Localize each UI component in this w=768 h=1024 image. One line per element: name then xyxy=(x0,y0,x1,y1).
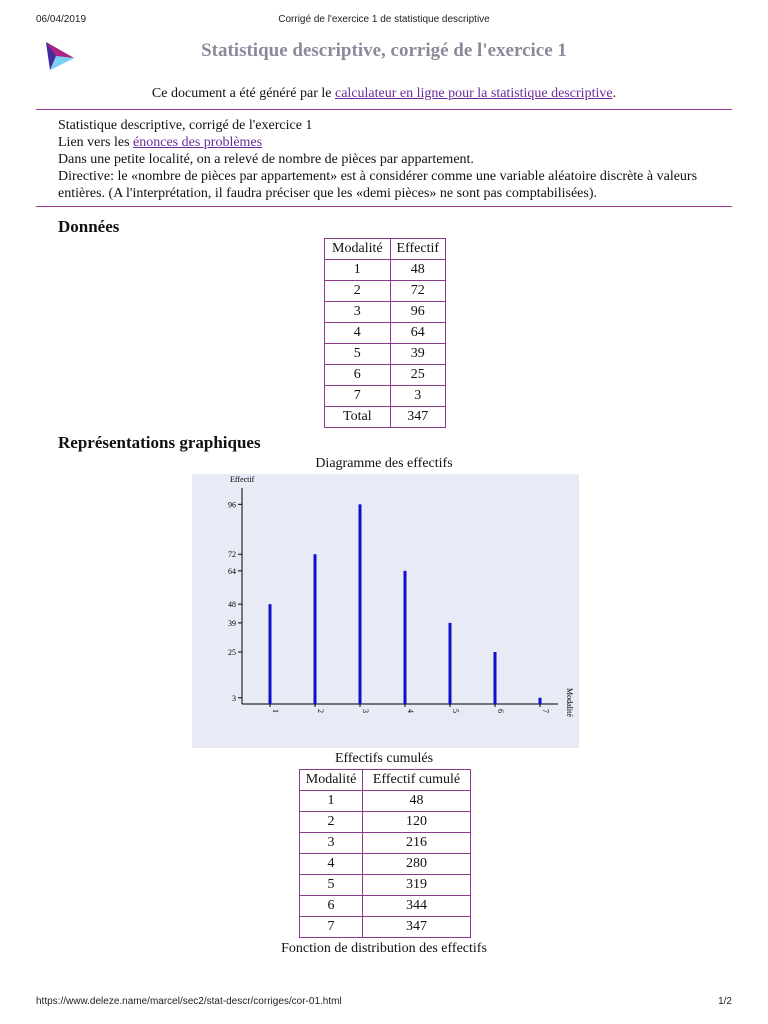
count-cell: 120 xyxy=(363,812,471,833)
table-row xyxy=(300,833,471,854)
x-tick-label: 2 xyxy=(316,709,325,713)
count-cell: 280 xyxy=(363,854,471,875)
count-cell: 64 xyxy=(390,323,445,344)
x-tick-label: 7 xyxy=(541,709,550,713)
modality-cell: 3 xyxy=(325,302,391,323)
bar xyxy=(314,554,317,704)
modality-cell: 4 xyxy=(325,323,391,344)
modality-cell: 4 xyxy=(300,854,363,875)
table-row xyxy=(325,323,446,344)
modality-cell: 6 xyxy=(325,365,391,386)
y-tick-label: 64 xyxy=(228,566,236,576)
table-row xyxy=(325,365,446,386)
table-row xyxy=(300,854,471,875)
x-axis-label: Modalité xyxy=(565,688,574,717)
modality-cell: 7 xyxy=(300,917,363,938)
count-cell: 319 xyxy=(363,875,471,896)
table-row xyxy=(325,260,446,281)
count-cell: 48 xyxy=(390,260,445,281)
y-tick-label: 3 xyxy=(232,693,236,703)
print-footer xyxy=(36,996,732,1012)
print-date: 06/04/2019 xyxy=(36,14,87,25)
bar xyxy=(359,504,362,704)
table-row xyxy=(300,875,471,896)
x-tick-label: 3 xyxy=(361,709,370,713)
modality-cell: 5 xyxy=(300,875,363,896)
calculator-link[interactable]: calculateur en ligne pour la statistique descriptive xyxy=(335,86,613,101)
problems-link-line: Lien vers les énonces des problèmes xyxy=(58,135,263,150)
table-row xyxy=(325,281,446,302)
data-table xyxy=(324,238,446,428)
page-title: Statistique descriptive, corrigé de l'exercice 1 xyxy=(201,40,567,61)
divider xyxy=(36,109,732,110)
column-header: Modalité xyxy=(325,239,391,260)
modality-cell: 6 xyxy=(300,896,363,917)
chart-title: Diagramme des effectifs xyxy=(315,456,453,471)
column-header: Modalité xyxy=(300,770,363,791)
count-cell: 25 xyxy=(390,365,445,386)
count-cell: 216 xyxy=(363,833,471,854)
column-header: Effectif xyxy=(390,239,445,260)
bar xyxy=(494,652,497,704)
y-axis-label: Effectif xyxy=(230,475,255,484)
table-row xyxy=(300,791,471,812)
print-url: https://www.deleze.name/marcel/sec2/stat-descr/corriges/cor-01.html xyxy=(36,996,342,1007)
print-title: Corrigé de l'exercice 1 de statistique descriptive xyxy=(278,14,490,25)
x-tick-label: 6 xyxy=(496,709,505,713)
y-tick-label: 39 xyxy=(228,618,236,628)
intro-block xyxy=(58,117,728,202)
modality-cell: 5 xyxy=(325,344,391,365)
y-tick-label: 96 xyxy=(228,500,236,510)
intro-directive: Directive: le «nombre de pièces par appartement» est à considérer comme une variable aléatoire discrète à valeurs entières. (A l'interprétation, il faudra préciser que les «demi pièces» ne sont pas comptabilisées). xyxy=(58,169,698,201)
x-tick-label: 5 xyxy=(451,709,460,713)
modality-cell: Total xyxy=(325,407,391,428)
table-row xyxy=(300,917,471,938)
table-header-row xyxy=(325,239,446,260)
divider xyxy=(36,206,732,207)
problems-link[interactable]: énonces des problèmes xyxy=(133,135,263,150)
generated-notice: Ce document a été généré par le calculateur en ligne pour la statistique descriptive. xyxy=(151,86,617,101)
print-header xyxy=(36,14,732,30)
section-heading-representations: Représentations graphiques xyxy=(58,433,261,452)
count-cell: 39 xyxy=(390,344,445,365)
modality-cell: 7 xyxy=(325,386,391,407)
modality-cell: 2 xyxy=(300,812,363,833)
table-header-row xyxy=(300,770,471,791)
chart-svg xyxy=(192,474,579,748)
bar xyxy=(539,698,542,704)
x-tick-label: 4 xyxy=(406,709,415,713)
table-row xyxy=(325,386,446,407)
y-tick-label: 72 xyxy=(228,550,236,560)
intro-context: Dans une petite localité, on a relevé de nombre de pièces par appartement. xyxy=(58,152,474,167)
modality-cell: 2 xyxy=(325,281,391,302)
modality-cell: 1 xyxy=(325,260,391,281)
section-heading-donnees: Données xyxy=(58,217,120,236)
cumul-caption: Effectifs cumulés xyxy=(334,751,434,766)
bar-chart xyxy=(192,474,579,748)
y-tick-label: 48 xyxy=(228,600,236,610)
table-row xyxy=(325,344,446,365)
bar xyxy=(449,623,452,704)
count-cell: 72 xyxy=(390,281,445,302)
bar xyxy=(269,604,272,704)
distribution-caption: Fonction de distribution des effectifs xyxy=(281,941,487,956)
intro-title: Statistique descriptive, corrigé de l'exercice 1 xyxy=(58,118,313,133)
y-tick-label: 25 xyxy=(228,648,236,657)
table-row xyxy=(325,407,446,428)
bar xyxy=(404,571,407,704)
modality-cell: 3 xyxy=(300,833,363,854)
count-cell: 347 xyxy=(363,917,471,938)
count-cell: 96 xyxy=(390,302,445,323)
page-number: 1/2 xyxy=(718,996,732,1007)
x-tick-label: 1 xyxy=(271,709,280,713)
table-row xyxy=(300,812,471,833)
modality-cell: 1 xyxy=(300,791,363,812)
count-cell: 3 xyxy=(390,386,445,407)
count-cell: 344 xyxy=(363,896,471,917)
cumulative-table xyxy=(299,769,471,938)
column-header: Effectif cumulé xyxy=(363,770,471,791)
table-row xyxy=(325,302,446,323)
count-cell: 347 xyxy=(390,407,445,428)
table-row xyxy=(300,896,471,917)
count-cell: 48 xyxy=(363,791,471,812)
